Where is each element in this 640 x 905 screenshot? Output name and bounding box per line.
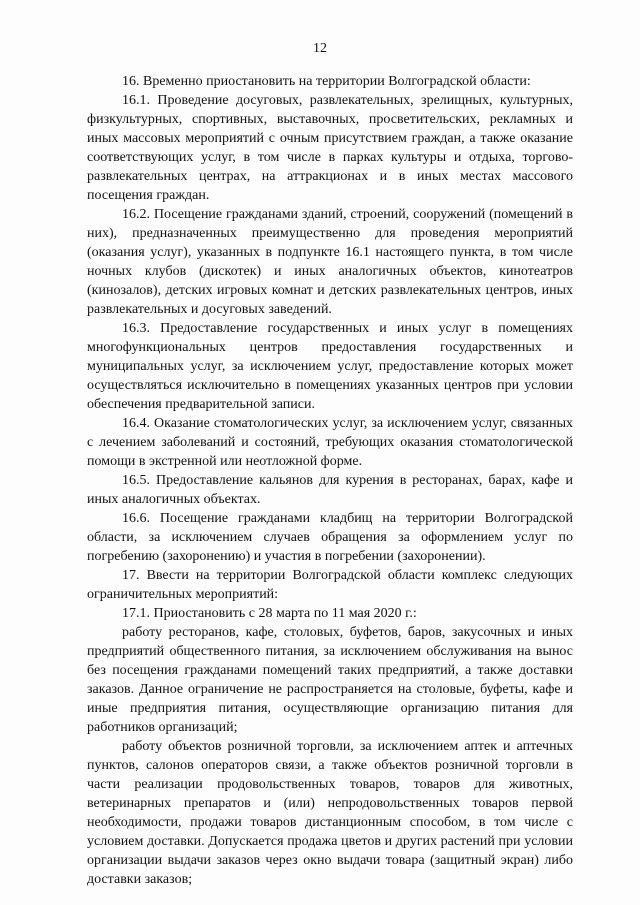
paragraph-16: 16. Временно приостановить на территории Волгоградской области: bbox=[122, 74, 531, 89]
paragraph-catering: работу ресторанов, кафе, столовых, буфетов, баров, закусочных и иных предприятий общественного питания, за исключением обслуживания на вынос без посещения гражданами помещений таких предприятий, а также доставки заказов. Данное ограничение не распространяется на столовые, буфеты, кафе и иные предприятия питания, осуществляющие организацию питания для работников организаций; bbox=[87, 625, 573, 735]
paragraph-16-4: 16.4. Оказание стоматологических услуг, за исключением услуг, связанных с лечением заболеваний и состояний, требующих оказания стоматологической помощи в экстренной или неотложной форме. bbox=[87, 416, 573, 469]
paragraph-16-1: 16.1. Проведение досуговых, развлекательных, зрелищных, культурных, физкультурных, спортивных, выставочных, просветительских, рекламных и иных массовых мероприятий с очным присутствием граждан, а также оказание соответствующих услуг, в том числе в парках культуры и отдыха, торгово-развлекательных центрах, на аттракционах и в иных местах массового посещения граждан. bbox=[87, 93, 573, 203]
page-number: 12 bbox=[313, 41, 327, 56]
paragraph-17-1: 17.1. Приостановить с 28 марта по 11 мая 2020 г.: bbox=[122, 606, 417, 621]
paragraph-16-2: 16.2. Посещение гражданами зданий, строений, сооружений (помещений в них), предназначенных преимущественно для проведения мероприятий (оказания услуг), указанных в подпункте 16.1 настоящего пункта, в том числе ночных клубов (дискотек) и иных аналогичных объектов, кинотеатров (кинозалов), детских игровых комнат и детских развлекательных центров, иных развлекательных и досуговых заведений. bbox=[87, 207, 573, 317]
paragraph-16-6: 16.6. Посещение гражданами кладбищ на территории Волгоградской области, за исключением случаев обращения за оформлением услуг по погребению (захоронению) и участия в погребении (захоронении). bbox=[87, 511, 573, 564]
paragraph-17: 17. Ввести на территории Волгоградской области комплекс следующих ограничительных мероприятий: bbox=[87, 568, 573, 602]
document-body bbox=[87, 72, 573, 889]
paragraph-16-5: 16.5. Предоставление кальянов для курения в ресторанах, барах, кафе и иных аналогичных объектах. bbox=[87, 473, 573, 507]
paragraph-retail: работу объектов розничной торговли, за исключением аптек и аптечных пунктов, салонов операторов связи, а также объектов розничной торговли в части реализации продовольственных товаров, товаров для животных, ветеринарных препаратов и (или) непродовольственных товаров первой необходимости, продажи товаров дистанционным способом, в том числе с условием доставки. Допускается продажа цветов и других растений при условии организации выдачи заказов через окно выдачи товара (защитный экран) либо доставки заказов; bbox=[87, 739, 573, 887]
paragraph-16-3: 16.3. Предоставление государственных и иных услуг в помещениях многофункциональных центров предоставления государственных и муниципальных услуг, за исключением услуг, предоставление которых может осуществляться исключительно в помещениях указанных центров при условии обеспечения предварительной записи. bbox=[87, 321, 573, 412]
